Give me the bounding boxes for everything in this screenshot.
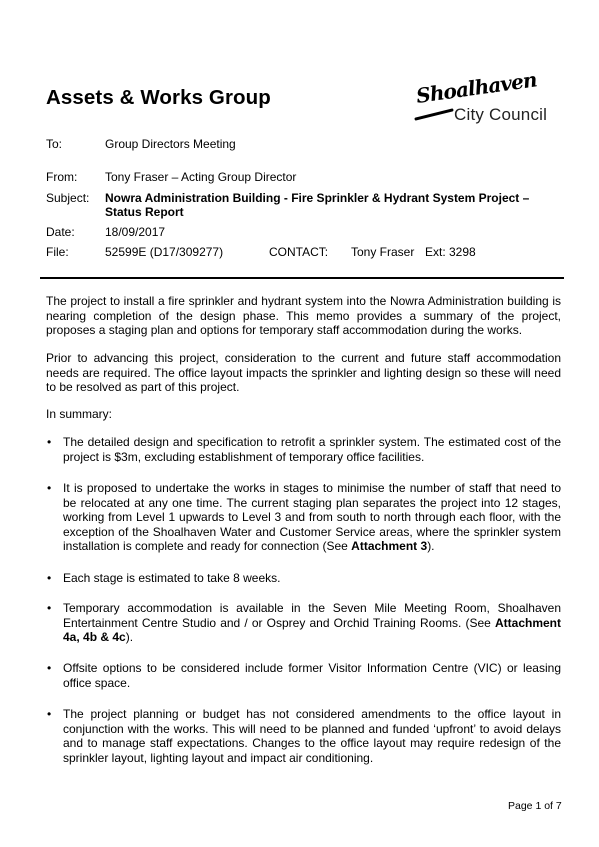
- contact-value: Tony Fraser: [351, 245, 415, 259]
- subject-label: Subject:: [46, 191, 90, 205]
- list-item-text: Temporary accommodation is available in the Seven Mile Meeting Room, Shoalhaven Entertainment Centre Studio and / or Osprey and Orchid Training Rooms. (See Attachment 4a, 4b & 4c).: [63, 601, 561, 644]
- bullet-icon: •: [47, 661, 52, 675]
- from-value: Tony Fraser – Acting Group Director: [105, 170, 297, 184]
- list-item-text: Each stage is estimated to take 8 weeks.: [63, 571, 281, 585]
- list-item-text: The detailed design and specification to retrofit a sprinkler system. The estimated cost of the project is $3m, excluding establishment of temporary office facilities.: [63, 435, 561, 464]
- from-label: From:: [46, 170, 78, 184]
- list-item-text: The project planning or budget has not considered amendments to the office layout in conjunction with the works. This will need to be planned and funded ‘upfront’ to avoid delays and to manage staff expectations. Changes to the office layout may require redesign of the sprinkler layout, lighting layout and impact air conditioning.: [63, 707, 561, 765]
- date-label: Date:: [46, 225, 75, 239]
- bullet-icon: •: [47, 601, 52, 615]
- list-item-text: Offsite options to be considered include former Visitor Information Centre (VIC) or leasing office space.: [63, 661, 561, 690]
- to-label: To:: [46, 137, 63, 151]
- contact-label: CONTACT:: [269, 245, 329, 259]
- to-value: Group Directors Meeting: [105, 137, 236, 151]
- file-value: 52599E (D17/309277): [105, 245, 224, 259]
- logo-subtitle: City Council: [454, 105, 548, 124]
- attachment-reference: Attachment 3: [351, 539, 428, 553]
- logo-wordmark: Shoalhaven: [414, 67, 539, 108]
- bullet-icon: •: [47, 481, 52, 495]
- bullet-icon: •: [47, 571, 52, 585]
- logo-swoosh-icon: [414, 108, 454, 121]
- subject-value: Nowra Administration Building - Fire Sprinkler & Hydrant System Project – Status Report: [105, 191, 530, 219]
- page-number: Page 1 of 7: [508, 800, 562, 812]
- contact-ext: Ext: 3298: [425, 245, 476, 259]
- intro-paragraph: The project to install a fire sprinkler and hydrant system into the Nowra Administration building is nearing completion of the design phase. This memo provides a summary of the project, proposes a staging plan and options for temporary staff accommodation during the works.: [46, 294, 561, 337]
- council-logo: [412, 67, 562, 136]
- attachment-reference: Attachment 4a, 4b & 4c: [63, 615, 561, 644]
- list-item-text: It is proposed to undertake the works in stages to minimise the number of staff that need to be relocated at any one time. The current staging plan separates the project into 12 stages, working from Level 1 upwards to Level 3 and from south to north through each floor, with the exception of the Shoalhaven Water and Customer Service areas, where the sprinkler system installation is complete and ready for connection (See Attachment 3).: [63, 481, 561, 553]
- bullet-icon: •: [47, 707, 52, 721]
- context-paragraph: Prior to advancing this project, consideration to the current and future staff accommodation needs are required. The office layout impacts the sprinkler and lighting design so these will need to be resolved as part of this project.: [46, 351, 561, 394]
- header-divider: [40, 277, 564, 279]
- date-value: 18/09/2017: [105, 225, 166, 239]
- page-title: Assets & Works Group: [46, 86, 271, 109]
- summary-heading: In summary:: [46, 407, 113, 421]
- bullet-icon: •: [47, 435, 52, 449]
- file-label: File:: [46, 245, 69, 259]
